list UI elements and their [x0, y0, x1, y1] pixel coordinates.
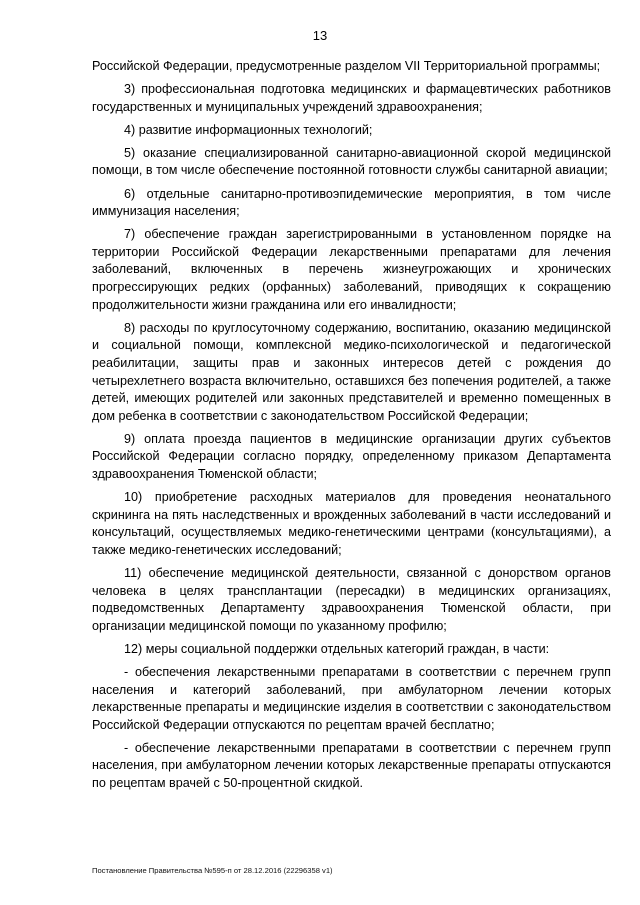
paragraph-item-9: 9) оплата проезда пациентов в медицинские организации других субъектов Российской Федерации согласно порядку, определенному приказом Департамента здравоохранения Тюменской области; [92, 431, 611, 481]
paragraph-item-4: 4) развитие информационных технологий; [124, 122, 373, 137]
paragraph-item-7: 7) обеспечение граждан зарегистрированными в установленном порядке на территории Российской Федерации лекарственными препаратами для лечения заболеваний, включенных в перечень жизнеугрожающих и хронических прогрессирующих редких (орфанных) заболеваний, приводящих к сокращению продолжительности жизни гражданина или его инвалидности; [92, 227, 611, 312]
paragraph-item-12: 12) меры социальной поддержки отдельных категорий граждан, в части: [124, 641, 550, 656]
page-number: 13 [312, 28, 328, 43]
paragraph-continuation: Российской Федерации, предусмотренные разделом VII Территориальной программы; [92, 59, 601, 73]
paragraph-item-6: 6) отдельные санитарно-противоэпидемические мероприятия, в том числе иммунизация населения; [92, 186, 611, 219]
paragraph-subitem-2: - обеспечение лекарственными препаратами в соответствии с перечнем групп населения, при амбулаторном лечении которых лекарственные препараты отпускаются по рецептам врачей с 50-процентной скидкой. [92, 740, 611, 790]
paragraph-item-5: 5) оказание специализированной санитарно-авиационной скорой медицинской помощи, в том числе обеспечение постоянной готовности службы санитарной авиации; [92, 145, 611, 178]
paragraph-item-11: 11) обеспечение медицинской деятельности, связанной с донорством органов человека в целях трансплантации (пересадки) в медицинских организациях, подведомственных Департаменту здравоохранения Тюменской области, при организации медицинской помощи по указанному профилю; [92, 565, 611, 633]
document-footer: Постановление Правительства №595-п от 28.12.2016 (22296358 v1) [92, 866, 333, 875]
document-body [92, 58, 611, 798]
paragraph-subitem-1: - обеспечения лекарственными препаратами в соответствии с перечнем групп населения и категорий заболеваний, при амбулаторном лечении которых лекарственные препараты и медицинские изделия в соответствии с законодательством Российской Федерации отпускаются по рецептам врачей бесплатно; [92, 664, 611, 732]
paragraph-item-10: 10) приобретение расходных материалов для проведения неонатального скрининга на пять наследственных и врожденных заболеваний в части исследований и консультаций, осуществляемых медико-генетическими центрами (консультациями), а также медико-генетических исследований; [92, 490, 611, 557]
paragraph-item-3: 3) профессиональная подготовка медицинских и фармацевтических работников государственных и муниципальных учреждений здравоохранения; [92, 82, 611, 114]
paragraph-item-8: 8) расходы по круглосуточному содержанию, воспитанию, оказанию медицинской и социальной помощи, комплексной медико-психологической и педагогической реабилитации, защиты прав и законных интересов детей с рождения до четырехлетнего возраста включительно, оставшихся без попечения родителей, а также детей, имеющих родителей или законных представителей и временно помещенных в дом ребенка в соответствии с законодательством Российской Федерации; [92, 320, 611, 423]
